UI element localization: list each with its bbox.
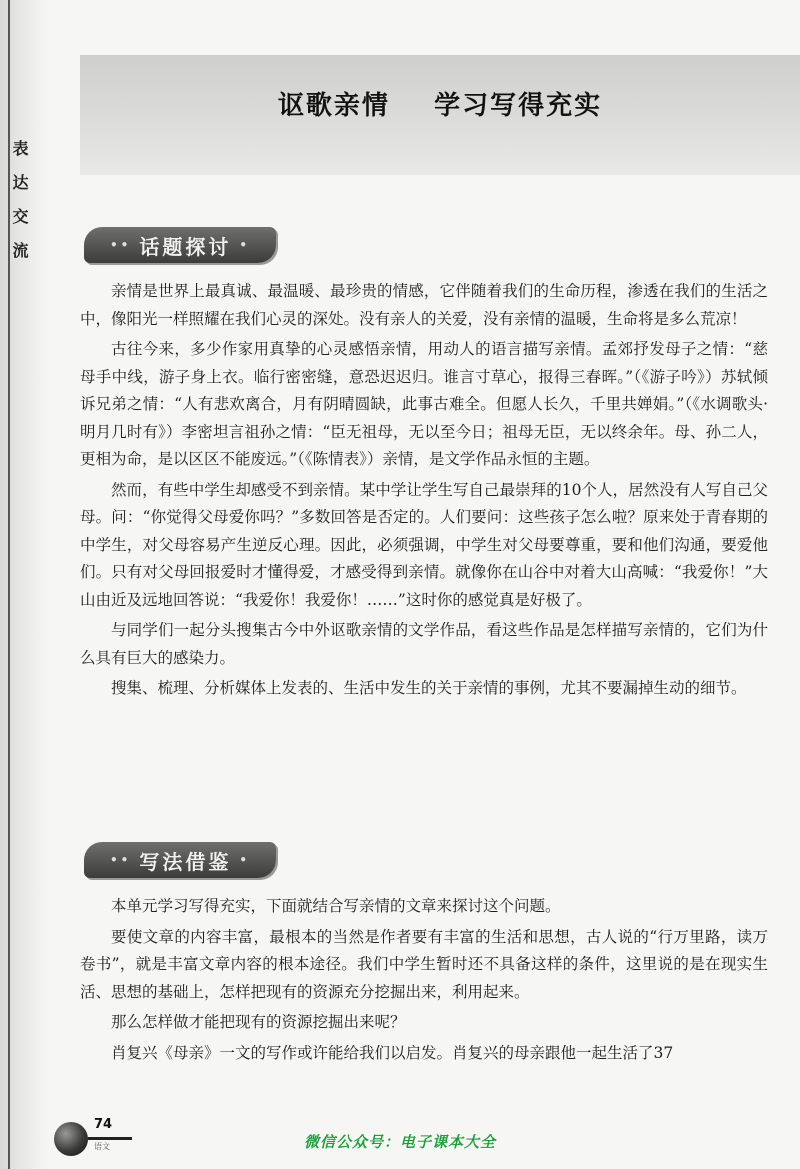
heading-dots-icon: • [239,238,251,252]
heading-dots-icon: •• [110,853,132,867]
section-heading-label: 话题探讨 [139,234,232,259]
paragraph: 搜集、梳理、分析媒体上发表的、生活中发生的关于亲情的事例，尤其不要漏掉生动的细节。 [111,679,747,697]
page-number: 74 [94,1117,113,1132]
section-body-writing [80,893,768,1070]
section-heading-writing [84,842,276,878]
paragraph: 与同学们一起分头搜集古今中外讴歌亲情的文学作品，看这些作品是怎样描写亲情的，它们为什么具有巨大的感染力。 [80,621,768,667]
page-title: 讴歌亲情 学习写得充实 [277,91,603,121]
section-heading-topic [84,227,276,263]
section-heading-label: 写法借鉴 [139,849,232,874]
paragraph: 本单元学习写得充实，下面就结合写亲情的文章来探讨这个问题。 [111,897,561,915]
paragraph: 肖复兴《母亲》一文的写作或许能给我们以启发。肖复兴的母亲跟他一起生活了37 [111,1043,674,1062]
paragraph: 亲情是世界上最真诚、最温暖、最珍贵的情感，它伴随着我们的生命历程，渗透在我们的生活之中，像阳光一样照耀在我们心灵的深处。没有亲人的关爱，没有亲情的温暖，生命将是多么荒凉！ [80,282,768,328]
paragraph: 那么怎样做才能把现有的资源挖掘出来呢？ [111,1013,406,1031]
paragraph: 然而，有些中学生却感受不到亲情。某中学让学生写自己最崇拜的10个人，居然没有人写自己父母。问：“你觉得父母爱你吗？”多数回答是否定的。人们要问：这些孩子怎么啦？原来处于青春期的中学生，对父母容易产生逆反心理。因此，必须强调，中学生对父母要尊重，要和他们沟通，要爱他们。只有对父母回报爱时才懂得爱，才感受得到亲情。就像你在山谷中对着大山高喊：“我爱你！”大山由近及远地回答说：“我爱你！我爱你！……”这时你的感觉真是好极了。 [80,480,768,609]
paragraph: 古往今来，多少作家用真挚的心灵感悟亲情，用动人的语言描写亲情。孟郊抒发母子之情：“慈母手中线，游子身上衣。临行密密缝，意恐迟迟归。谁言寸草心，报得三春晖。”（《游子吟》）苏轼倾诉兄弟之情：“人有悲欢离合，月有阴晴圆缺，此事古难全。但愿人长久，千里共婵娟。”（《水调歌头·明月几时有》）李密坦言祖孙之情：“臣无祖母，无以至今日；祖母无臣，无以终余年。母、孙二人，更相为命，是以区区不能废远。”（《陈情表》）亲情，是文学作品永恒的主题。 [80,340,768,468]
heading-dots-icon: • [239,853,251,867]
side-label: 表达交流 [10,140,29,276]
heading-dots-icon: •• [110,238,132,252]
footer-subject-label: 语文 [94,1142,110,1151]
paragraph: 要使文章的内容丰富，最根本的当然是作者要有丰富的生活和思想，古人说的“行万里路，读万卷书”，就是丰富文章内容的根本途径。我们中学生暂时还不具备这样的条件，这里说的是在现实生活、思想的基础上，怎样把现有的资源充分挖掘出来，利用起来。 [80,927,768,1001]
section-body-topic [80,278,768,706]
title-band [80,55,800,175]
watermark: 微信公众号：电子课本大全 [303,1133,496,1151]
